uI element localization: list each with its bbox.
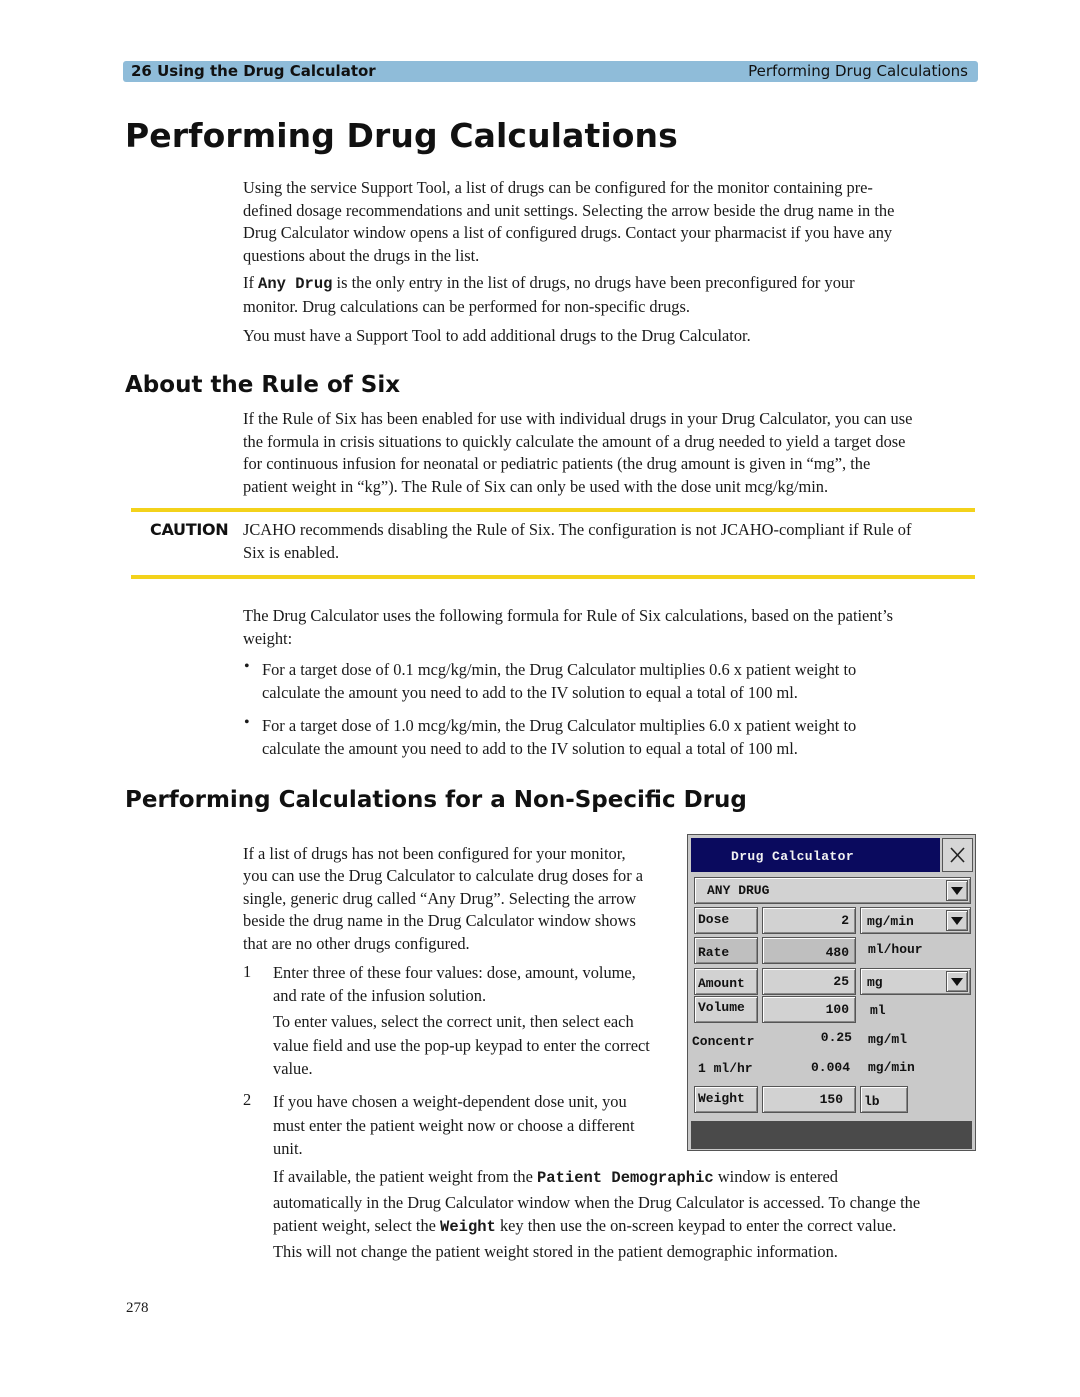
text-line: that are no other drugs configured. [243, 933, 470, 953]
dose-value-field[interactable] [762, 907, 856, 934]
drug-name: ANY DRUG [707, 883, 770, 898]
concentr-value: 0.25 [820, 1030, 852, 1045]
text-line: automatically in the Drug Calculator window when the Drug Calculator is accessed. To change the [273, 1192, 921, 1212]
amount-value-field[interactable] [762, 968, 856, 995]
text-line: You must have a Support Tool to add additional drugs to the Drug Calculator. [243, 326, 751, 345]
step-1-text [273, 962, 683, 1007]
rate-value: 480 [825, 945, 849, 960]
step-number: 1 [243, 962, 252, 981]
text-line: If you have chosen a weight-dependent dose unit, you [273, 1092, 627, 1111]
bullet-dot: • [244, 714, 250, 731]
step-number: 2 [243, 1090, 252, 1109]
bullet-dot: • [244, 658, 250, 675]
text-line: monitor. Drug calculations can be performed for non-specific drugs. [243, 296, 690, 316]
volume-key[interactable] [694, 996, 758, 1023]
rate-value-field[interactable] [762, 937, 856, 964]
amount-value: 25 [833, 974, 849, 989]
drug-select[interactable] [694, 877, 971, 904]
close-icon [943, 839, 972, 871]
rate-unit: ml/hour [868, 942, 923, 957]
close-button[interactable] [942, 838, 973, 872]
text-line: For a target dose of 0.1 mcg/kg/min, the Drug Calculator multiplies 0.6 x patient weight to [262, 660, 857, 679]
bullet-item-1 [262, 658, 982, 704]
page-title: Performing Drug Calculations [125, 116, 678, 155]
volume-value-field[interactable] [762, 996, 856, 1023]
formula-paragraph [243, 605, 983, 650]
concentr-label: Concentr [692, 1034, 755, 1049]
weight-unit: lb [864, 1094, 880, 1109]
text-line: defined dosage recommendations and unit settings. Selecting the arrow beside the drug name in the [243, 200, 895, 220]
text-line: beside the drug name in the Drug Calculator window shows [243, 911, 636, 931]
dose-unit: mg/min [867, 914, 914, 929]
volume-unit-area [860, 996, 971, 1023]
amount-unit-dropdown-button[interactable] [946, 971, 968, 992]
text-line: value field and use the pop-up keypad to enter the correct [273, 1035, 650, 1055]
volume-value: 100 [825, 1002, 849, 1017]
text-span: If available, the patient weight from the [273, 1167, 537, 1186]
text-line: questions about the drugs in the list. [243, 245, 480, 265]
intro-paragraph-3 [243, 325, 983, 348]
text-line: Six is enabled. [243, 542, 340, 562]
rule-of-six-heading: About the Rule of Six [125, 372, 401, 398]
text-line: unit. [273, 1139, 303, 1158]
text-line: must enter the patient weight now or choose a different [273, 1115, 635, 1135]
dose-key[interactable] [694, 907, 758, 934]
step-1-subtext [273, 1010, 685, 1081]
ml-per-hr-label: 1 ml/hr [698, 1061, 753, 1076]
concentr-unit: mg/ml [868, 1032, 908, 1047]
text-line: calculate the amount you need to add to the IV solution to equal a total of 100 ml. [262, 683, 798, 702]
chevron-down-icon [951, 978, 963, 986]
drug-dropdown-button[interactable] [946, 880, 968, 901]
drug-calculator-window [687, 834, 976, 1151]
text-line: calculate the amount you need to add to the IV solution to equal a total of 100 ml. [262, 739, 798, 758]
ml-per-hr-unit: mg/min [868, 1060, 915, 1075]
intro-paragraph-1 [243, 177, 983, 267]
text-line: patient weight in “kg”). The Rule of Six can only be used with the dose unit mcg/kg/min. [243, 476, 829, 496]
text-line: you can use the Drug Calculator to calculate drug doses for a [243, 866, 644, 886]
text-line: weight: [243, 628, 293, 648]
intro-paragraph-2 [243, 272, 983, 318]
chevron-down-icon [951, 887, 963, 895]
amount-key[interactable] [694, 968, 758, 995]
amount-unit-select[interactable] [860, 968, 971, 995]
text-line: value. [273, 1059, 313, 1078]
caution-text [243, 519, 983, 564]
dose-unit-select[interactable] [860, 907, 971, 934]
text-line: JCAHO recommends disabling the Rule of Six. The configuration is not JCAHO-compliant if Rule of [243, 520, 912, 539]
text-line: Enter three of these four values: dose, amount, volume, [273, 963, 636, 982]
calculator-footer [691, 1121, 972, 1149]
text-span: If [243, 273, 259, 292]
dose-label: Dose [698, 912, 730, 927]
volume-unit: ml [870, 1003, 886, 1018]
patient-weight-paragraph [273, 1165, 983, 1263]
caution-top-rule [131, 508, 975, 512]
text-line: Using the service Support Tool, a list of drugs can be configured for the monitor containing pre- [243, 178, 873, 197]
text-line: Drug Calculator window opens a list of configured drugs. Contact your pharmacist if you have any [243, 223, 893, 243]
caution-label: CAUTION [150, 520, 229, 539]
text-span: is the only entry in the list of drugs, no drugs have been preconfigured for your [332, 273, 855, 292]
non-specific-heading: Performing Calculations for a Non-Specific Drug [125, 787, 747, 813]
rate-key[interactable] [694, 937, 758, 964]
weight-key-code: Weight [440, 1218, 496, 1237]
text-line: To enter values, select the correct unit, then select each [273, 1012, 634, 1031]
amount-label: Amount [698, 976, 745, 991]
rule-of-six-paragraph [243, 408, 983, 498]
text-line: If a list of drugs has not been configured for your monitor, [243, 844, 626, 863]
text-span: patient weight, select the [273, 1216, 441, 1236]
text-line: the formula in crisis situations to quickly calculate the amount of a drug needed to yield a target dose [243, 431, 906, 451]
weight-key[interactable] [694, 1086, 758, 1113]
text-line: For a target dose of 1.0 mcg/kg/min, the Drug Calculator multiplies 6.0 x patient weight to [262, 716, 857, 735]
rate-label: Rate [698, 945, 730, 960]
chapter-title: 26 Using the Drug Calculator [131, 62, 376, 80]
text-line: and rate of the infusion solution. [273, 985, 487, 1005]
amount-unit: mg [867, 975, 883, 990]
page-number: 278 [126, 1300, 149, 1316]
weight-unit-button[interactable] [860, 1086, 908, 1113]
weight-value-field[interactable] [762, 1086, 856, 1113]
text-span: window is entered [713, 1167, 838, 1186]
section-title: Performing Drug Calculations [748, 62, 968, 80]
text-line: single, generic drug called “Any Drug”. Selecting the arrow [243, 888, 637, 908]
weight-label: Weight [698, 1091, 745, 1106]
calculator-title-bar [691, 838, 940, 872]
non-specific-paragraph [243, 843, 683, 955]
step-2-text [273, 1090, 683, 1161]
caution-bottom-rule [131, 575, 975, 579]
text-line: This will not change the patient weight stored in the patient demographic information. [273, 1241, 838, 1261]
text-span: key then use the on-screen keypad to enter the correct value. [495, 1216, 897, 1236]
text-line: The Drug Calculator uses the following formula for Rule of Six calculations, based on the patient’s [243, 606, 894, 625]
any-drug-code: Any Drug [258, 275, 333, 293]
patient-demographic-code: Patient Demographic [536, 1169, 714, 1187]
calculator-title: Drug Calculator [731, 849, 855, 864]
volume-label: Volume [698, 1000, 745, 1015]
bullet-item-2 [262, 714, 982, 760]
chevron-down-icon [951, 917, 963, 925]
dose-value: 2 [841, 913, 849, 928]
weight-value: 150 [819, 1092, 843, 1107]
dose-unit-dropdown-button[interactable] [946, 910, 968, 931]
ml-per-hr-value: 0.004 [810, 1060, 850, 1075]
text-line: If the Rule of Six has been enabled for use with individual drugs in your Drug Calculator, you can use [243, 409, 913, 428]
text-line: for continuous infusion for neonatal or pediatric patients (the drug amount is given in “mg”, the [243, 454, 871, 474]
